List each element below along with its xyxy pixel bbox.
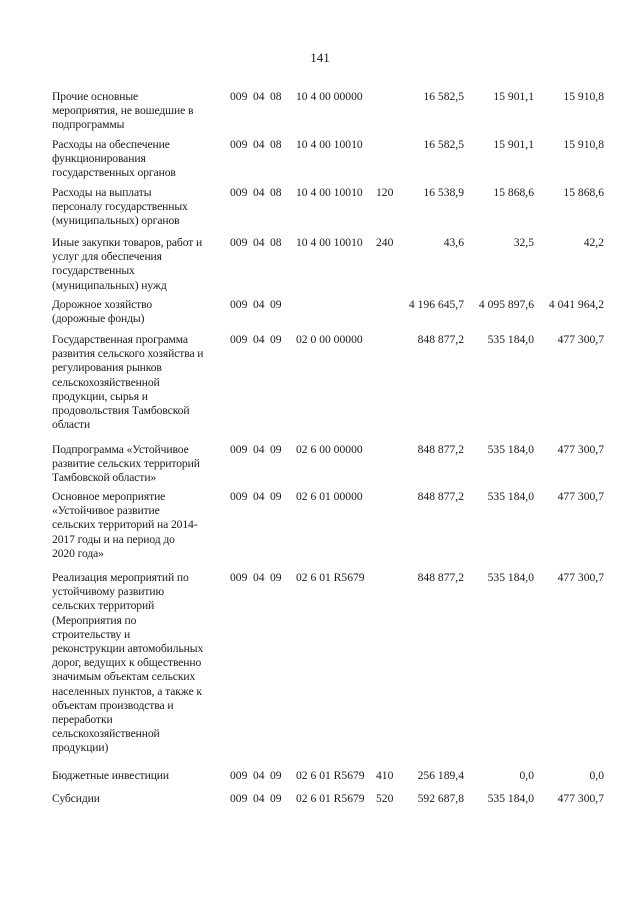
amount-year-2: 535 184,0 [487,571,534,584]
row-name: Государственная программа развития сельского хозяйства и регулирования рынков сельскохозяйственной продукции, сырья и продовольствия Тамбовской области [52,333,204,432]
admin-code: 009 [230,769,248,782]
row-name: Дорожное хозяйство (дорожные фонды) [52,298,153,326]
admin-code: 009 [230,571,248,584]
amount-year-1: 16 582,5 [423,90,464,103]
amount-year-3: 42,2 [583,236,604,249]
amount-year-3: 477 300,7 [557,443,604,456]
admin-code: 009 [230,792,248,805]
target-article-code: 02 6 01 R5679 [296,571,365,584]
amount-year-3: 15 910,8 [563,138,604,151]
amount-year-3: 15 910,8 [563,90,604,103]
amount-year-1: 256 189,4 [417,769,464,782]
amount-year-2: 0,0 [519,769,534,782]
target-article-code: 02 6 01 00000 [296,490,363,503]
amount-year-3: 477 300,7 [557,333,604,346]
target-article-code: 10 4 00 10010 [296,186,363,199]
section-code: 04 [253,186,265,199]
admin-code: 009 [230,298,248,311]
target-article-code: 10 4 00 10010 [296,236,363,249]
section-code: 04 [253,490,265,503]
section-code: 04 [253,298,265,311]
amount-year-1: 16 538,9 [423,186,464,199]
amount-year-2: 4 095 897,6 [478,298,534,311]
amount-year-1: 848 877,2 [417,443,464,456]
admin-code: 009 [230,138,248,151]
amount-year-2: 32,5 [513,236,534,249]
subsection-code: 08 [270,138,282,151]
subsection-code: 09 [270,443,282,456]
admin-code: 009 [230,236,248,249]
expense-type-code: 410 [376,769,394,782]
row-name: Реализация мероприятий по устойчивому развитию сельских территорий (Мероприятия по строительству и реконструкции автомобильных дорог, ведущих к общественно значимым объектам сельских населенных пунктов, а также к объектам производства и переработки сельскохозяйственной продукции) [52,571,204,755]
amount-year-3: 0,0 [589,769,604,782]
target-article-code: 02 6 01 R5679 [296,792,365,805]
subsection-code: 09 [270,490,282,503]
section-code: 04 [253,333,265,346]
admin-code: 009 [230,186,248,199]
amount-year-3: 4 041 964,2 [548,298,604,311]
amount-year-1: 848 877,2 [417,490,464,503]
expense-type-code: 520 [376,792,394,805]
amount-year-3: 477 300,7 [557,571,604,584]
subsection-code: 08 [270,236,282,249]
row-name: Прочие основные мероприятия, не вошедшие в подпрограммы [52,90,194,132]
admin-code: 009 [230,333,248,346]
amount-year-2: 535 184,0 [487,490,534,503]
amount-year-2: 15 868,6 [493,186,534,199]
amount-year-3: 477 300,7 [557,792,604,805]
row-name: Иные закупки товаров, работ и услуг для обеспечения государственных (муниципальных) нужд [52,236,203,292]
amount-year-1: 848 877,2 [417,571,464,584]
section-code: 04 [253,236,265,249]
subsection-code: 08 [270,90,282,103]
target-article-code: 10 4 00 00000 [296,90,363,103]
row-name: Основное мероприятие «Устойчивое развитие сельских территорий на 2014- 2017 годы и на период до 2020 года» [52,490,198,560]
row-name: Бюджетные инвестиции [52,769,170,782]
subsection-code: 09 [270,298,282,311]
admin-code: 009 [230,90,248,103]
section-code: 04 [253,90,265,103]
section-code: 04 [253,443,265,456]
subsection-code: 09 [270,333,282,346]
target-article-code: 02 6 01 R5679 [296,769,365,782]
row-name: Расходы на выплаты персоналу государственных (муниципальных) органов [52,186,188,228]
amount-year-1: 848 877,2 [417,333,464,346]
amount-year-1: 43,6 [443,236,464,249]
amount-year-3: 477 300,7 [557,490,604,503]
amount-year-2: 535 184,0 [487,792,534,805]
section-code: 04 [253,138,265,151]
target-article-code: 02 0 00 00000 [296,333,363,346]
amount-year-2: 535 184,0 [487,443,534,456]
subsection-code: 09 [270,571,282,584]
row-name: Субсидии [52,792,100,805]
section-code: 04 [253,792,265,805]
page-number: 141 [310,50,330,65]
subsection-code: 09 [270,792,282,805]
expense-type-code: 240 [376,236,394,249]
target-article-code: 10 4 00 10010 [296,138,363,151]
amount-year-1: 16 582,5 [423,138,464,151]
subsection-code: 08 [270,186,282,199]
amount-year-2: 15 901,1 [493,90,534,103]
subsection-code: 09 [270,769,282,782]
row-name: Подпрограмма «Устойчивое развитие сельских территорий Тамбовской области» [52,443,200,485]
admin-code: 009 [230,443,248,456]
section-code: 04 [253,571,265,584]
target-article-code: 02 6 00 00000 [296,443,363,456]
amount-year-2: 15 901,1 [493,138,534,151]
section-code: 04 [253,769,265,782]
amount-year-2: 535 184,0 [487,333,534,346]
admin-code: 009 [230,490,248,503]
amount-year-1: 592 687,8 [417,792,464,805]
amount-year-3: 15 868,6 [563,186,604,199]
row-name: Расходы на обеспечение функционирования государственных органов [52,138,176,180]
amount-year-1: 4 196 645,7 [408,298,464,311]
expense-type-code: 120 [376,186,394,199]
